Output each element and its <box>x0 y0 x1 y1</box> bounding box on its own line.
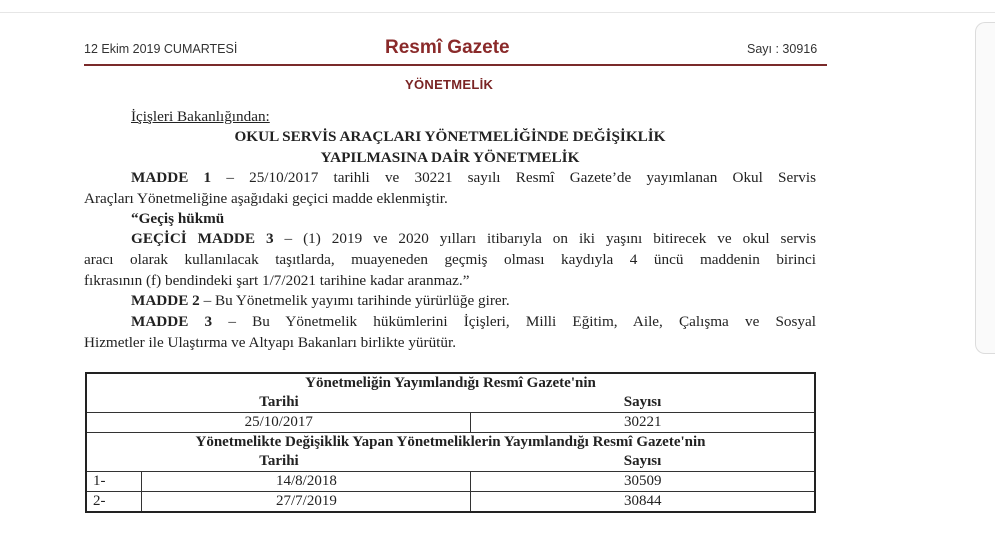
temporary-article-line3: fıkrasının (f) bendindeki şart 1/7/2021 tarihine kadar aranmaz.” <box>84 272 470 289</box>
article-1-line1 <box>131 169 816 187</box>
regulation-title-line1: OKUL SERVİS ARAÇLARI YÖNETMELİĞİNDE DEĞİŞİKLİK <box>234 128 666 145</box>
gazette-issue-number: Sayı : 30916 <box>747 42 818 56</box>
row-number: 30844 <box>471 492 815 513</box>
article-1-text: – 25/10/2017 tarihli ve 30221 sayılı Resmî Gazete’de yayımlanan Okul Servis <box>211 169 817 186</box>
ministry-line: İçişleri Bakanlığından: <box>131 108 270 125</box>
row-date: 27/7/2019 <box>142 492 471 513</box>
row-date: 14/8/2018 <box>142 472 471 492</box>
article-3-line2: Hizmetler ile Ulaştırma ve Altyapı Bakanları birlikte yürütür. <box>84 334 456 351</box>
temporary-article-line2: aracı olarak kullanılacak taşıtlarda, muayeneden geçmiş olması kaydıyla 4 üncü maddenin birinci <box>84 251 816 268</box>
article-1-label: MADDE 1 <box>131 169 212 186</box>
transition-heading: “Geçiş hükmü <box>131 210 225 227</box>
header-rule <box>84 64 827 66</box>
gazette-date: 12 Ekim 2019 CUMARTESİ <box>84 42 238 56</box>
article-1-line2: Araçları Yönetmeliğine aşağıdaki geçici madde eklenmiştir. <box>84 190 448 207</box>
section-title: YÖNETMELİK <box>405 77 494 92</box>
article-3-line1 <box>131 313 816 331</box>
regulation-title-line2: YAPILMASINA DAİR YÖNETMELİK <box>320 149 580 166</box>
article-2 <box>131 292 510 310</box>
table-row <box>86 492 815 513</box>
original-date: 25/10/2017 <box>86 413 471 433</box>
article-2-text: – Bu Yönetmelik yayımı tarihinde yürürlüğe girer. <box>199 292 510 309</box>
col-header-number: Sayısı <box>471 452 815 472</box>
publication-table <box>85 372 816 513</box>
col-header-date: Tarihi <box>86 452 471 472</box>
temporary-article-text: – (1) 2019 ve 2020 yılları itibarıyla on iki yaşını bitirecek ve okul servis <box>273 230 816 247</box>
row-number: 30509 <box>471 472 815 492</box>
row-index: 2- <box>86 492 142 513</box>
article-3-label: MADDE 3 <box>131 313 213 330</box>
top-divider <box>0 12 995 13</box>
table-row <box>86 472 815 492</box>
article-3-text: – Bu Yönetmelik hükümlerini İçişleri, Milli Eğitim, Aile, Çalışma ve Sosyal <box>212 313 816 330</box>
temporary-article-line1 <box>131 230 816 248</box>
temporary-article-label: GEÇİCİ MADDE 3 <box>131 230 274 247</box>
original-number: 30221 <box>471 413 815 433</box>
scrollbar[interactable] <box>975 22 995 354</box>
col-header-number: Sayısı <box>471 393 815 413</box>
col-header-date: Tarihi <box>86 393 471 413</box>
gazette-title: Resmî Gazete <box>385 37 510 58</box>
article-2-label: MADDE 2 <box>131 292 200 309</box>
table-heading-amendments: Yönetmelikte Değişiklik Yapan Yönetmeliklerin Yayımlandığı Resmî Gazete'nin <box>86 433 815 453</box>
table-heading-original: Yönetmeliğin Yayımlandığı Resmî Gazete'nin <box>86 373 815 393</box>
row-index: 1- <box>86 472 142 492</box>
